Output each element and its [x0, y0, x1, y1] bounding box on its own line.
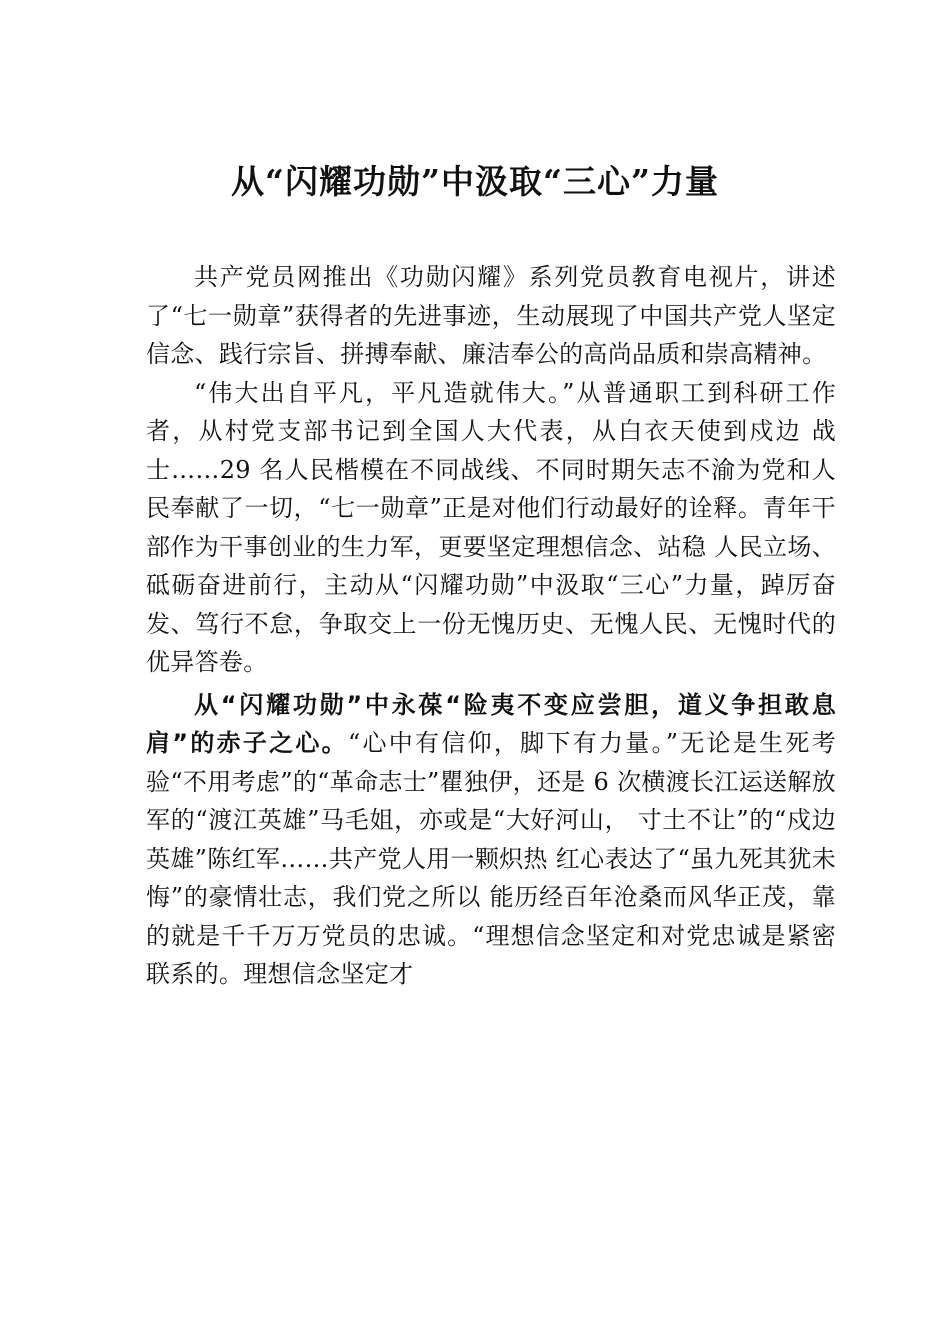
paragraph-3-lead: 从“闪耀功勋”中永葆“险夷不变应尝胆，道义争担敢息肩”的赤子之心。 — [146, 690, 836, 757]
paragraph-2 — [146, 374, 836, 682]
paragraph-1-text: 共产党员网推出《功勋闪耀》系列党员教育电视片，讲述了“七一勋章”获得者的先进事迹，生动展现了中国共产党人坚定信念、践行宗旨、拼搏奉献、廉洁奉公的高尚品质和崇高精神。 — [146, 263, 836, 368]
paragraph-2-text: “伟大出自平凡，平凡造就伟大。”从普通职工到科研工作者，从村党支部书记到全国人大代表，从白衣天使到戍边 战士……29 名人民楷模在不同战线、不同时期矢志不渝为党和人民奉献了一切，“七一勋章”正是对他们行动最好的诠释。青年干部作为干事创业的生力军，更要坚定理想信念、站稳 人民立场、砥砺奋进前行，主动从“闪耀功勋”中汲取“三心”力量，踔厉奋发、笃行不怠，争取交上一份无愧历史、无愧人民、无愧时代的优异答卷。 — [146, 378, 836, 676]
paragraph-3-text: “心中有信仰，脚下有力量。”无论是生死考验“不用考虑”的“革命志士”瞿独伊，还是 6 次横渡长江运送解放军的“渡江英雄”马毛姐，亦或是“大好河山， 寸土不让”的“戍边英雄”陈红军……共产党人用一颗炽热 红心表达了“虽九死其犹未悔”的豪情壮志，我们党之所以 能历经百年沧桑而风华正茂，靠的就是千千万万党员的忠诚。“理想信念坚定和对党忠诚是紧密联系的。理想信念坚定才 — [146, 729, 836, 988]
paragraph-1 — [146, 258, 836, 374]
document-body — [146, 258, 836, 994]
document-title: 从“闪耀功勋”中汲取“三心”力量 — [231, 162, 719, 201]
paragraph-3 — [146, 686, 836, 994]
